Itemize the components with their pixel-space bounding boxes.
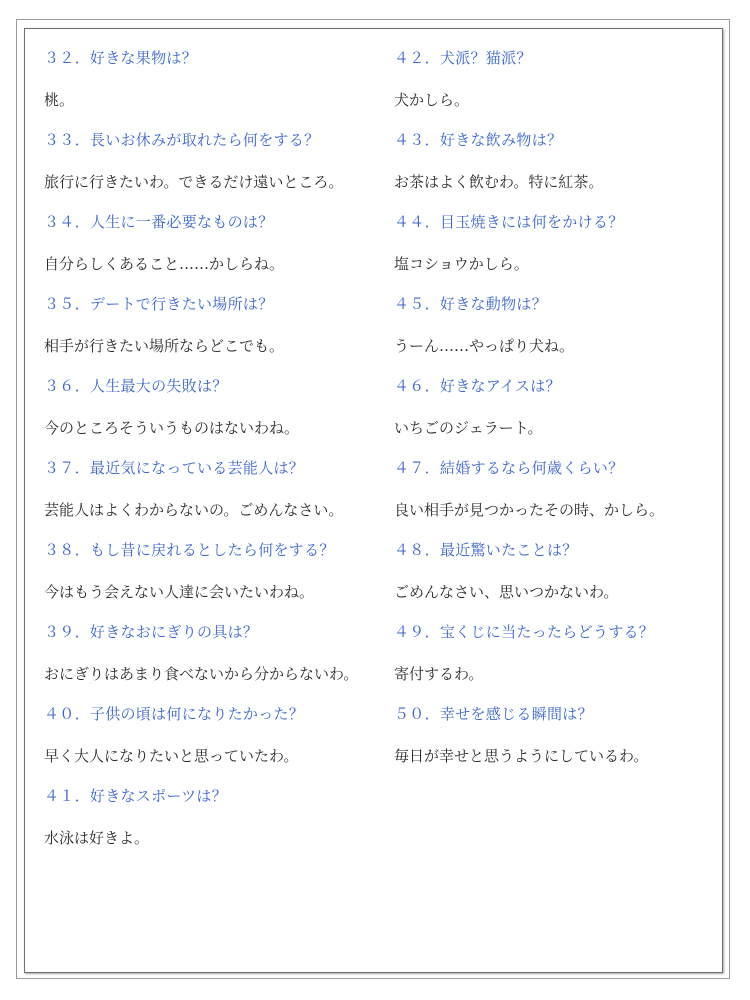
answer-45: うーん……やっぱり犬ね。	[394, 337, 575, 355]
qa-item-43	[394, 130, 714, 191]
question-46: ４６．好きなアイスは？	[394, 377, 561, 395]
qa-item-49	[394, 622, 714, 683]
answer-50: 毎日が幸せと思うようにしているわ。	[394, 747, 649, 765]
answer-38: 今はもう会えない人達に会いたいわね。	[44, 583, 315, 601]
question-50: ５０．幸せを感じる瞬間は？	[394, 705, 593, 723]
qa-column-left	[44, 48, 362, 868]
qa-item-44	[394, 212, 714, 273]
question-37: ３７．最近気になっている芸能人は？	[44, 459, 305, 477]
qa-item-36	[44, 376, 362, 437]
answer-36: 今のところそういうものはないわね。	[44, 419, 300, 437]
qa-item-40	[44, 704, 362, 765]
answer-49: 寄付するわ。	[394, 665, 484, 683]
question-32: ３２．好きな果物は？	[44, 49, 198, 67]
question-36: ３６．人生最大の失敗は？	[44, 377, 228, 395]
qa-item-46	[394, 376, 714, 437]
answer-40: 早く大人になりたいと思っていたわ。	[44, 747, 299, 765]
question-40: ４０．子供の頃は何になりたかった？	[44, 705, 305, 723]
answer-33: 旅行に行きたいわ。できるだけ遠いところ。	[44, 173, 344, 191]
qa-item-35	[44, 294, 362, 355]
question-48: ４８．最近驚いたことは？	[394, 541, 578, 559]
answer-44: 塩コショウかしら。	[394, 255, 529, 273]
question-39: ３９．好きなおにぎりの具は？	[44, 623, 259, 641]
answer-48: ごめんなさい、思いつかないわ。	[394, 583, 619, 601]
question-41: ４１．好きなスポーツは？	[44, 787, 228, 805]
qa-item-32	[44, 48, 362, 109]
qa-column-right	[394, 48, 714, 786]
question-44: ４４．目玉焼きには何をかける？	[394, 213, 624, 231]
question-47: ４７．結婚するなら何歳くらい？	[394, 459, 624, 477]
question-49: ４９．宝くじに当たったらどうする？	[394, 623, 655, 641]
question-42: ４２．犬派？猫派？	[394, 49, 532, 67]
answer-32: 桃。	[44, 91, 75, 109]
qa-item-39	[44, 622, 362, 683]
qa-item-42	[394, 48, 714, 109]
answer-42: 犬かしら。	[394, 91, 470, 109]
qa-item-50	[394, 704, 714, 765]
answer-37: 芸能人はよくわからないの。ごめんなさい。	[44, 501, 344, 519]
answer-34: 自分らしくあること……かしらね。	[44, 255, 285, 273]
answer-39: おにぎりはあまり食べないから分からないわ。	[44, 665, 359, 683]
answer-41: 水泳は好きよ。	[44, 829, 150, 847]
qa-item-38	[44, 540, 362, 601]
answer-46: いちごのジェラート。	[394, 419, 543, 437]
answer-47: 良い相手が見つかったその時、かしら。	[394, 501, 665, 519]
question-34: ３４．人生に一番必要なものは？	[44, 213, 274, 231]
qa-item-37	[44, 458, 362, 519]
qa-item-33	[44, 130, 362, 191]
answer-35: 相手が行きたい場所ならどこでも。	[44, 337, 285, 355]
qa-item-47	[394, 458, 714, 519]
question-43: ４３．好きな飲み物は？	[394, 131, 563, 149]
answer-43: お茶はよく飲むわ。特に紅茶。	[394, 173, 604, 191]
question-33: ３３．長いお休みが取れたら何をする？	[44, 131, 320, 149]
question-38: ３８．もし昔に戻れるとしたら何をする？	[44, 541, 335, 559]
question-45: ４５．好きな動物は？	[394, 295, 548, 313]
qa-item-34	[44, 212, 362, 273]
question-35: ３５．デートで行きたい場所は？	[44, 295, 274, 313]
qa-item-48	[394, 540, 714, 601]
qa-item-41	[44, 786, 362, 847]
qa-item-45	[394, 294, 714, 355]
